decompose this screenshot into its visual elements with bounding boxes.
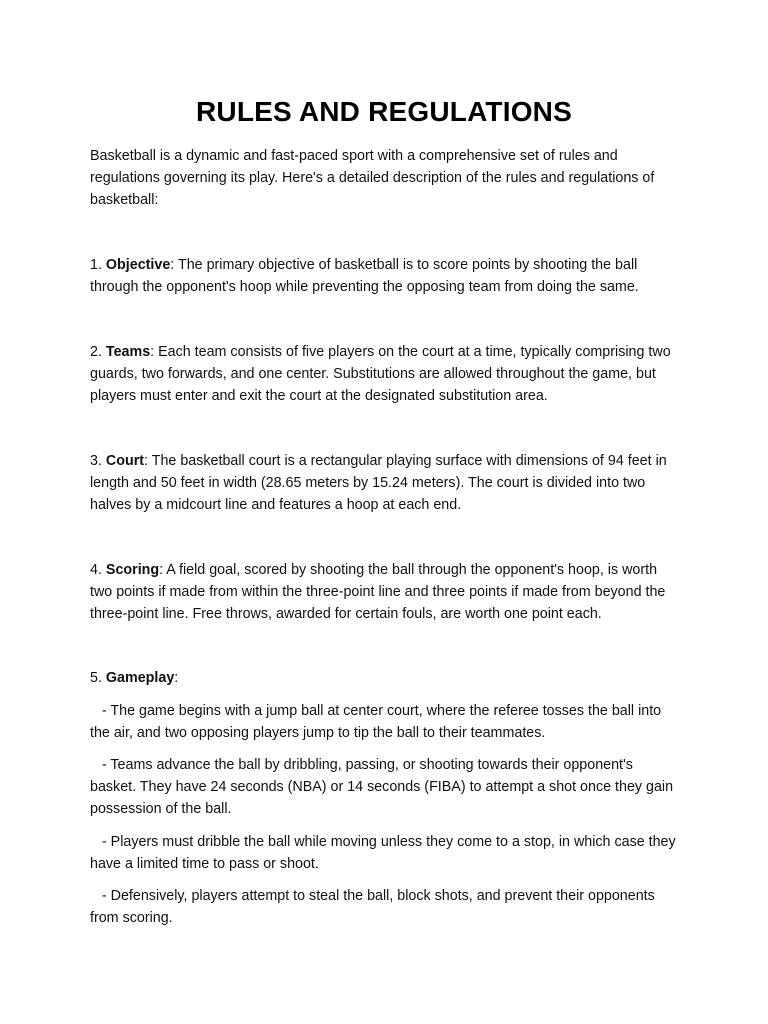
section-teams [90,341,682,407]
section-gameplay [90,667,682,689]
section-number: 3. [90,453,102,469]
section-objective [90,254,682,298]
section-court [90,450,682,516]
gameplay-item-advance: - Teams advance the ball by dribbling, passing, or shooting towards their opponent's basket. They have 24 seconds (NBA) or 14 seconds (FIBA) to attempt a shot once they gain possession of the ball. [90,757,678,817]
gameplay-item-jump-ball: - The game begins with a jump ball at center court, where the referee tosses the ball into the air, and two opposing players jump to tip the ball to their teammates. [90,703,666,741]
section-number: 4. [90,562,102,578]
section-text: : The primary objective of basketball is to score points by shooting the ball through the opponent's hoop while preventing the opposing team from doing the same. [90,257,639,295]
section-heading: Gameplay [105,670,175,686]
section-heading: Teams [105,344,151,360]
section-text: : [174,670,179,686]
section-number: 5. [90,670,102,686]
intro-paragraph: Basketball is a dynamic and fast-paced sport with a comprehensive set of rules and regulations governing its play. Here's a detailed description of the rules and regulations of basketball: [90,148,655,208]
section-heading: Objective [105,257,171,273]
section-scoring [90,559,682,625]
section-heading: Court [105,453,145,469]
section-text: : A field goal, scored by shooting the ball through the opponent's hoop, is worth two points if made from within the three-point line and three points if made from beyond the three-point line. Free throws, awarded for certain fouls, are worth one point each. [90,562,666,622]
section-text: : The basketball court is a rectangular playing surface with dimensions of 94 feet in length and 50 feet in width (28.65 meters by 15.24 meters). The court is divided into two halves by a midcourt line and features a hoop at each end. [90,453,667,513]
section-text: : Each team consists of five players on the court at a time, typically comprising two guards, two forwards, and one center. Substitutions are allowed throughout the game, but players must enter and exit the court at the designated substitution area. [90,344,671,404]
gameplay-item-dribble: - Players must dribble the ball while moving unless they come to a stop, in which case they have a limited time to pass or shoot. [90,834,680,872]
section-number: 2. [90,344,102,360]
section-heading: Scoring [105,562,160,578]
section-number: 1. [90,257,102,273]
page-title: RULES AND REGULATIONS [196,96,572,127]
gameplay-item-defense: - Defensively, players attempt to steal the ball, block shots, and prevent their opponents from scoring. [90,888,659,926]
